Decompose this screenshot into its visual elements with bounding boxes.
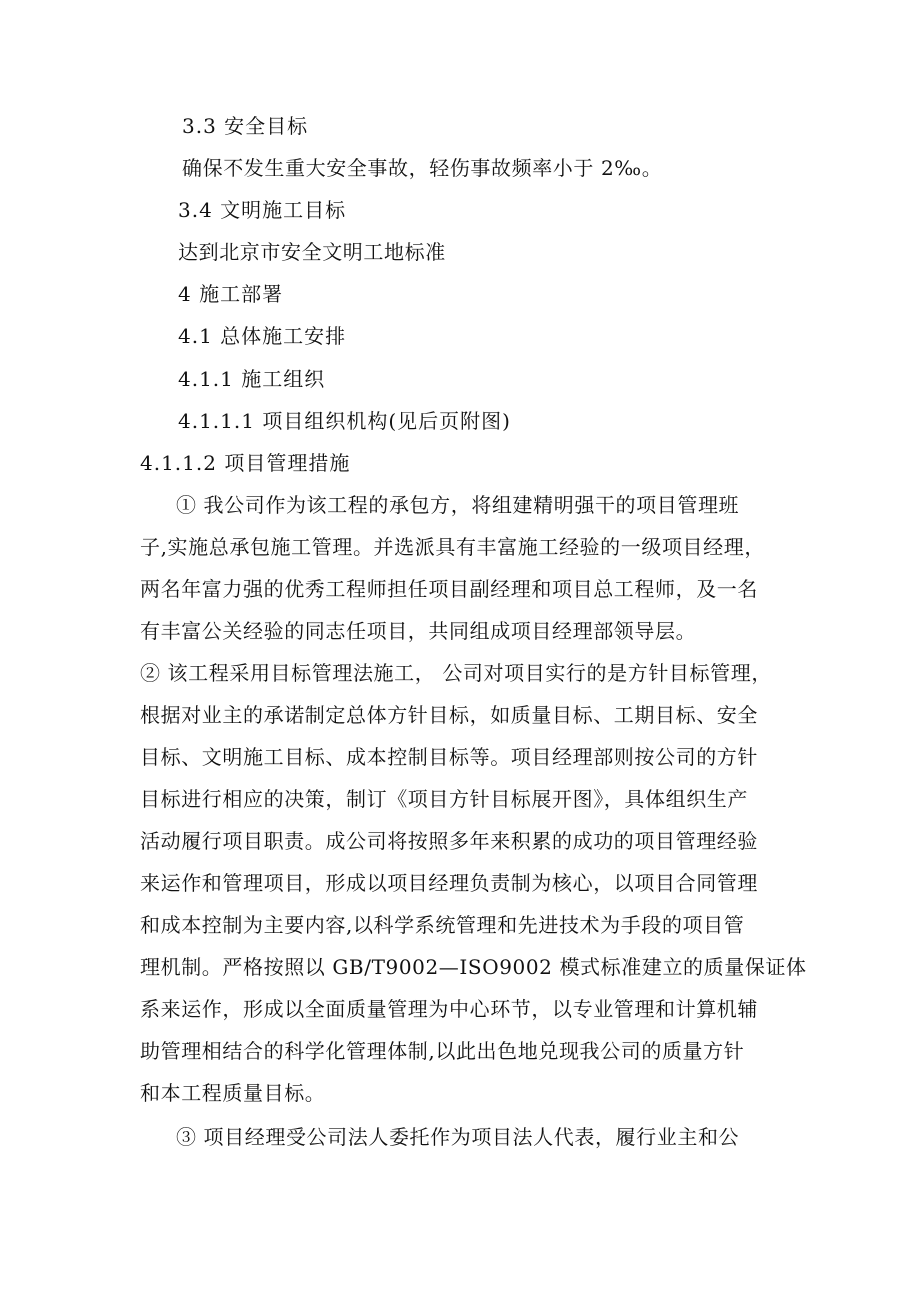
paragraph-2-line: 目标、文明施工目标、成本控制目标等。项目经理部则按公司的方针: [140, 745, 758, 769]
paragraph-2-line: 和成本控制为主要内容,以科学系统管理和先进技术为手段的项目管: [140, 913, 745, 937]
section-4-1-1-2-heading: 4.1.1.2 项目管理措施: [140, 451, 351, 475]
section-3-3-body: 确保不发生重大安全事故，轻伤事故频率小于 2‰。: [182, 156, 663, 180]
paragraph-1-line: 两名年富力强的优秀工程师担任项目副经理和项目总工程师，及一名: [140, 577, 758, 601]
paragraph-1-line: ① 我公司作为该工程的承包方，将组建精明强干的项目管理班: [176, 493, 740, 517]
section-4-heading: 4 施工部署: [178, 282, 284, 306]
paragraph-1-line: 子,实施总承包施工管理。并选派具有丰富施工经验的一级项目经理，: [140, 535, 765, 559]
paragraph-2-line: 活动履行项目职责。成公司将按照多年来积累的成功的项目管理经验: [140, 829, 758, 853]
paragraph-3-line: ③ 项目经理受公司法人委托作为项目法人代表，履行业主和公: [176, 1125, 740, 1149]
paragraph-2-line: ② 该工程采用目标管理法施工， 公司对项目实行的是方针目标管理，: [140, 661, 772, 685]
paragraph-1-line: 有丰富公关经验的同志任项目，共同组成项目经理部领导层。: [140, 619, 697, 643]
section-4-1-1-heading: 4.1.1 施工组织: [178, 367, 326, 391]
section-3-4-body: 达到北京市安全文明工地标准: [178, 240, 446, 264]
paragraph-2-line: 系来运作，形成以全面质量管理为中心环节，以专业管理和计算机辅: [140, 997, 758, 1021]
section-4-1-1-1-heading: 4.1.1.1 项目组织机构(见后页附图): [178, 409, 511, 433]
paragraph-2-line: 根据对业主的承诺制定总体方针目标，如质量目标、工期目标、安全: [140, 703, 758, 727]
paragraph-2-line: 和本工程质量目标。: [140, 1081, 326, 1105]
paragraph-2-line: 来运作和管理项目，形成以项目经理负责制为核心，以项目合同管理: [140, 871, 758, 895]
paragraph-2-line: 助管理相结合的科学化管理体制,以此出色地兑现我公司的质量方针: [140, 1039, 745, 1063]
paragraph-2-line: 理机制。严格按照以 GB/T9002—ISO9002 模式标准建立的质量保证体: [140, 955, 807, 979]
paragraph-2-line: 目标进行相应的决策，制订《项目方针目标展开图》，具体组织生产: [140, 787, 748, 811]
section-4-1-heading: 4.1 总体施工安排: [178, 324, 347, 348]
section-3-4-heading: 3.4 文明施工目标: [178, 198, 347, 222]
section-3-3-heading: 3.3 安全目标: [182, 114, 309, 138]
